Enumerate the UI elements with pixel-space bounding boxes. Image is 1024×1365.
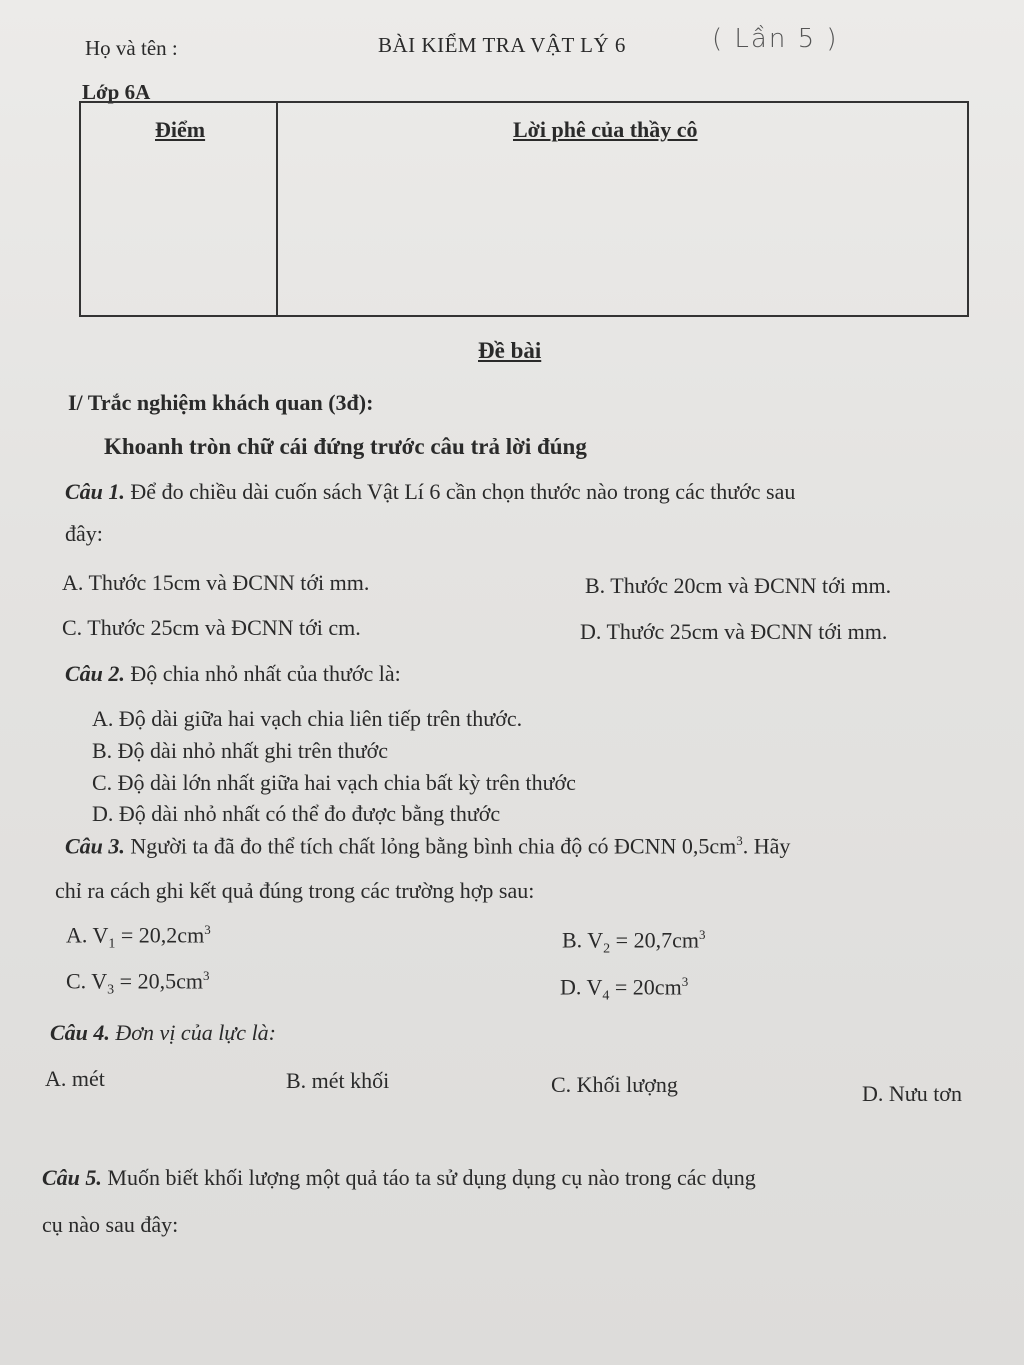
question-5-text-line2: cụ nào sau đây: [42,1212,179,1237]
question-4-text: Đơn vị của lực là: [115,1020,277,1045]
q3-a-sup: 3 [204,922,211,937]
q3-c-sup: 3 [202,968,210,983]
q3-a-mid: = 20,2cm [115,922,205,948]
grade-table-divider [276,103,278,315]
question-3-text-end: . Hãy [742,833,791,859]
comment-header: Lời phê của thầy cô [513,117,698,142]
question-1-option-c: C. Thước 25cm và ĐCNN tới cm. [62,615,361,640]
q3-b-sup: 3 [698,927,706,942]
question-3-option-a [66,922,211,953]
q3-c-pre: C. V [66,968,108,994]
question-2-option-d: D. Độ dài nhỏ nhất có thể đo được bằng thước [92,801,501,826]
question-1-option-d: D. Thước 25cm và ĐCNN tới mm. [580,619,888,644]
q3-c-mid: = 20,5cm [114,968,203,994]
exam-title: BÀI KIỂM TRA VẬT LÝ 6 [378,33,626,57]
exam-heading: Đề bài [478,338,542,363]
q3-d-mid: = 20cm [609,974,682,1000]
question-3-text-line2: chỉ ra cách ghi kết quả đúng trong các trường hợp sau: [55,878,535,903]
q3-d-sup: 3 [681,974,689,989]
question-2 [65,661,401,687]
question-3-option-b [562,927,705,958]
question-4-label: Câu 4. [50,1020,110,1045]
grade-table [79,101,969,317]
q3-a-pre: A. V [66,922,109,948]
question-5 [42,1165,756,1191]
q3-d-sub: 4 [602,988,610,1004]
section-instruction: Khoanh tròn chữ cái đứng trước câu trả lời đúng [104,434,587,459]
question-4-option-a: A. mét [45,1066,105,1091]
question-1-option-a: A. Thước 15cm và ĐCNN tới mm. [62,570,370,595]
question-4-option-d: D. Nưu tơn [862,1081,962,1106]
name-label: Họ và tên : [85,36,178,60]
q3-b-pre: B. V [562,927,604,953]
question-3 [65,833,790,859]
question-1-text-line2: đây: [65,521,103,546]
question-1-option-b: B. Thước 20cm và ĐCNN tới mm. [585,573,892,598]
question-3-option-c [66,968,209,999]
question-3-text-sup: 3 [736,833,743,848]
question-2-option-a: A. Độ dài giữa hai vạch chia liên tiếp trên thước. [92,706,523,731]
question-2-text: Độ chia nhỏ nhất của thước là: [130,661,401,686]
q3-b-sub: 2 [603,941,611,957]
question-3-label: Câu 3. [65,833,125,859]
question-2-option-c: C. Độ dài lớn nhất giữa hai vạch chia bất kỳ trên thước [92,770,576,795]
question-1-text: Để đo chiều dài cuốn sách Vật Lí 6 cần chọn thước nào trong các thước sau [130,479,796,504]
question-1-label: Câu 1. [65,479,125,504]
question-3-option-d [560,974,688,1005]
class-label: Lớp 6A [82,80,151,104]
question-5-label: Câu 5. [42,1165,102,1190]
question-2-option-b: B. Độ dài nhỏ nhất ghi trên thước [92,738,389,763]
question-2-label: Câu 2. [65,661,125,686]
q3-b-mid: = 20,7cm [610,927,699,953]
q3-a-sub: 1 [108,936,116,952]
question-5-text: Muốn biết khối lượng một quả táo ta sử dụng dụng cụ nào trong các dụng [107,1165,756,1190]
question-4 [50,1020,276,1046]
q3-c-sub: 3 [107,982,115,998]
section-title: I/ Trắc nghiệm khách quan (3đ): [68,390,374,415]
handwritten-note: ( Lần 5 ) [712,24,839,54]
score-header: Điểm [155,117,206,142]
question-4-option-c: C. Khối lượng [551,1072,678,1097]
question-3-text: Người ta đã đo thể tích chất lỏng bằng bình chia độ có ĐCNN 0,5cm [130,833,737,859]
question-4-option-b: B. mét khối [286,1068,390,1093]
q3-d-pre: D. V [560,974,603,1000]
question-1 [65,479,795,505]
